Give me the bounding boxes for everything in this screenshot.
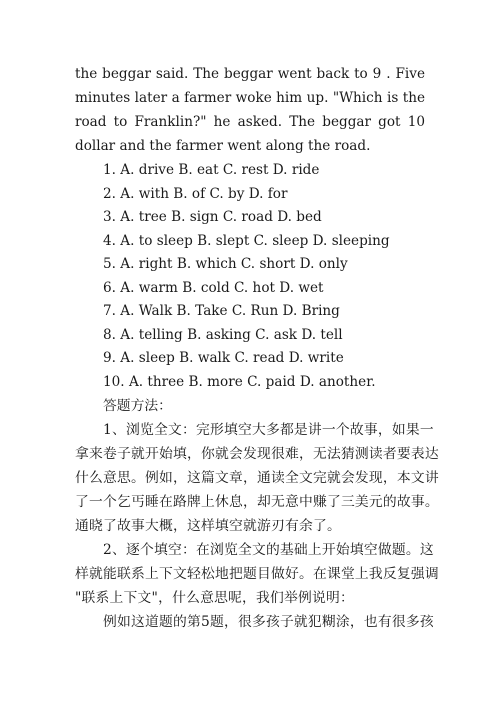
question-2: 2. A. with B. of C. by D. for [103, 186, 288, 202]
question-5: 5. A. right B. which C. short D. only [103, 256, 348, 272]
step1-line-1: 1、浏览全文：完形填空大多都是讲一个故事，如果一 [103, 422, 434, 438]
step1-line-5: 通晓了故事大概，这样填空就游刃有余了。 [75, 518, 341, 534]
method-heading: 答题方法： [103, 398, 172, 414]
question-8: 8. A. telling B. asking C. ask D. tell [103, 327, 343, 343]
step2-line-3: "联系上下文"，什么意思呢，我们举例说明： [75, 590, 355, 606]
passage-line-3: road to Franklin?" he asked. The beggar got 10 [75, 114, 425, 130]
question-6: 6. A. warm B. cold C. hot D. wet [103, 280, 324, 296]
question-1: 1. A. drive B. eat C. rest D. ride [103, 162, 320, 178]
step1-line-2: 拿来卷子就开始填，你就会发现很难，无法猜测读者要表达 [75, 446, 439, 462]
question-9: 9. A. sleep B. walk C. read D. write [103, 350, 344, 366]
step2-line-2: 样就能联系上下文轻松地把题目做好。在课堂上我反复强调 [75, 566, 439, 582]
example-line-1: 例如这道题的第5题，很多孩子就犯糊涂，也有很多孩 [103, 614, 434, 630]
question-4: 4. A. to sleep B. slept C. sleep D. sleeping [103, 233, 390, 249]
passage-line-2: minutes later a farmer woke him up. "Which is the [75, 90, 425, 106]
question-7: 7. A. Walk B. Take C. Run D. Bring [103, 303, 340, 319]
question-3: 3. A. tree B. sign C. road D. bed [103, 209, 322, 225]
question-10: 10. A. three B. more C. paid D. another. [103, 374, 376, 390]
step2-line-1: 2、逐个填空：在浏览全文的基础上开始填空做题。这 [103, 542, 434, 558]
passage-line-4: dollar and the farmer went along the road. [75, 138, 371, 154]
step1-line-4: 了一个乞丐睡在路牌上休息，却无意中赚了三美元的故事。 [75, 494, 439, 510]
step1-line-3: 什么意思。例如，这篇文章，通读全文完就会发现，本文讲 [75, 470, 439, 486]
passage-line-1: the beggar said. The beggar went back to 9 . Five [75, 66, 425, 82]
